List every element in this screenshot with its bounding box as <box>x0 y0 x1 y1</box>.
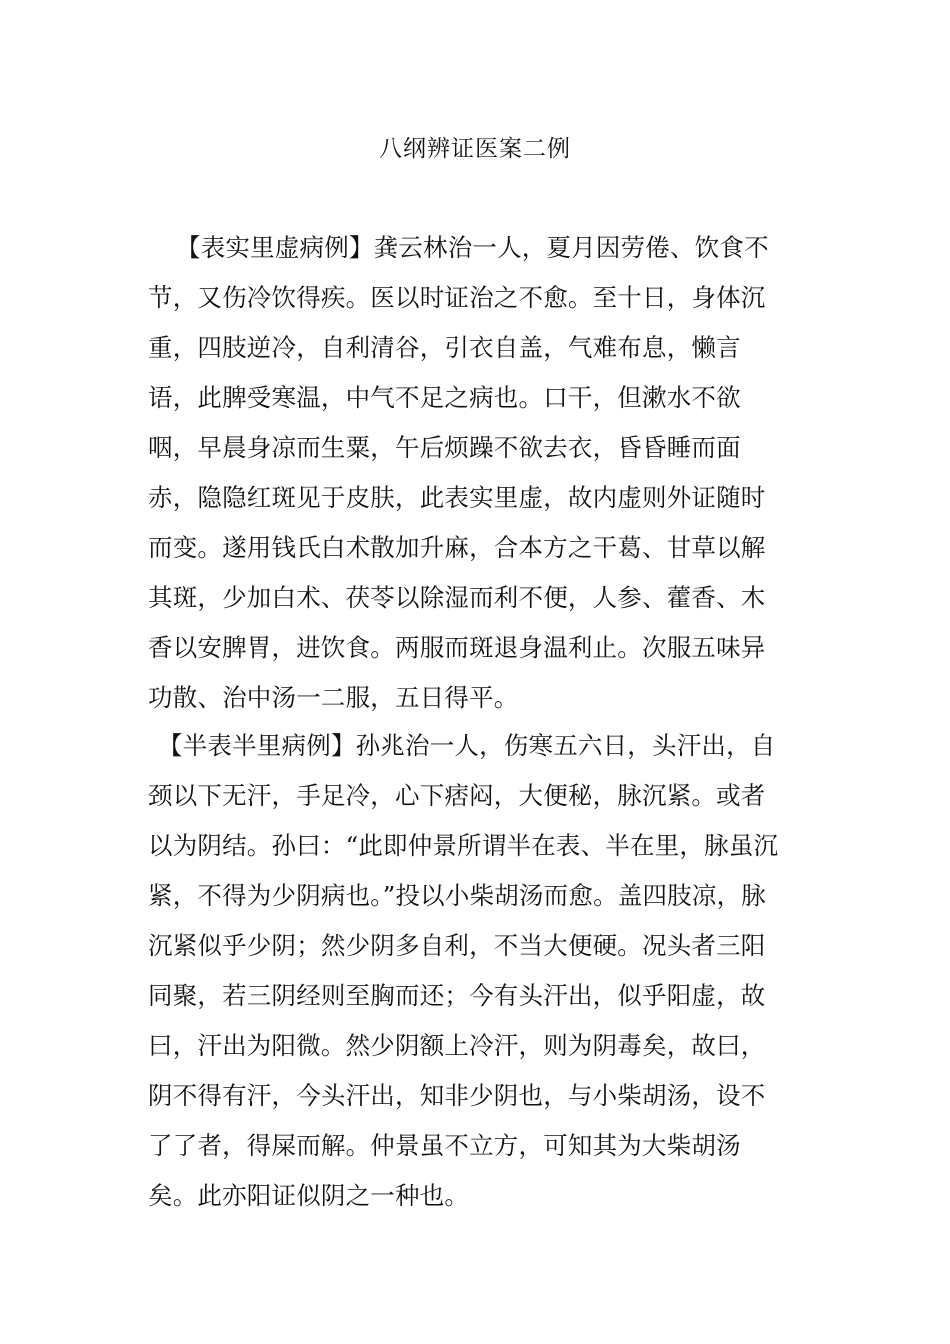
case2-line-6: 曰，汗出为阳微。然少阴额上冷汗，则为阴毒矣，故曰， <box>148 1031 766 1060</box>
case2-line-9: 矣。此亦阳证似阴之一种也。 <box>148 1181 470 1210</box>
case1-line-3: 语，此脾受寒温，中气不足之病也。口干，但漱水不欲 <box>148 383 741 412</box>
case2-line-5: 同聚，若三阴经则至胸而还；今有头汗出，似乎阳虚，故 <box>148 981 766 1010</box>
case2-line-3: 紧，不得为少阴病也。”投以小柴胡汤而愈。盖四肢凉，脉 <box>148 881 766 910</box>
case1-line-9: 功散、治中汤一二服，五日得平。 <box>148 683 519 712</box>
case2-heading: 【半表半里病例】 <box>158 731 356 760</box>
case2-line-0: 孙兆治一人，伤寒五六日，头汗出，自 <box>355 731 776 760</box>
case1-line-1: 节，又伤冷饮得疾。医以时证治之不愈。至十日，身体沉 <box>148 283 766 312</box>
case1-line-8: 香以安脾胃，进饮食。两服而斑退身温利止。次服五味异 <box>148 633 766 662</box>
case1-line-2: 重，四肢逆冷，自利清谷，引衣自盖，气难布息，懒言 <box>148 333 741 362</box>
case2-line-7: 阴不得有汗，今头汗出，知非少阴也，与小柴胡汤，设不 <box>148 1081 766 1110</box>
case1-line-0: 龚云林治一人，夏月因劳倦、饮食不 <box>373 233 769 262</box>
case1-line-4: 咽，早晨身凉而生粟，午后烦躁不欲去衣，昏昏睡而面 <box>148 433 741 462</box>
case2-line-1: 颈以下无汗，手足冷，心下痞闷，大便秘，脉沉紧。或者 <box>148 781 766 810</box>
case1-heading: 【表实里虚病例】 <box>176 233 374 262</box>
case1-line-5: 赤，隐隐红斑见于皮肤，此表实里虚，故内虚则外证随时 <box>148 483 766 512</box>
case1-line-7: 其斑，少加白术、茯苓以除湿而利不便，人参、藿香、木 <box>148 583 766 612</box>
page-title: 八纲辨证医案二例 <box>379 136 571 162</box>
case2-line-2: 以为阴结。孙曰：“此即仲景所谓半在表、半在里，脉虽沉 <box>148 831 779 860</box>
case1-line-6: 而变。遂用钱氏白术散加升麻，合本方之干葛、甘草以解 <box>148 533 766 562</box>
case2-first-line <box>158 721 776 771</box>
case2-line-4: 沉紧似乎少阴；然少阴多自利，不当大便硬。况头者三阳 <box>148 931 766 960</box>
case1-first-line <box>176 223 769 273</box>
case2-line-8: 了了者，得屎而解。仲景虽不立方，可知其为大柴胡汤 <box>148 1131 741 1160</box>
